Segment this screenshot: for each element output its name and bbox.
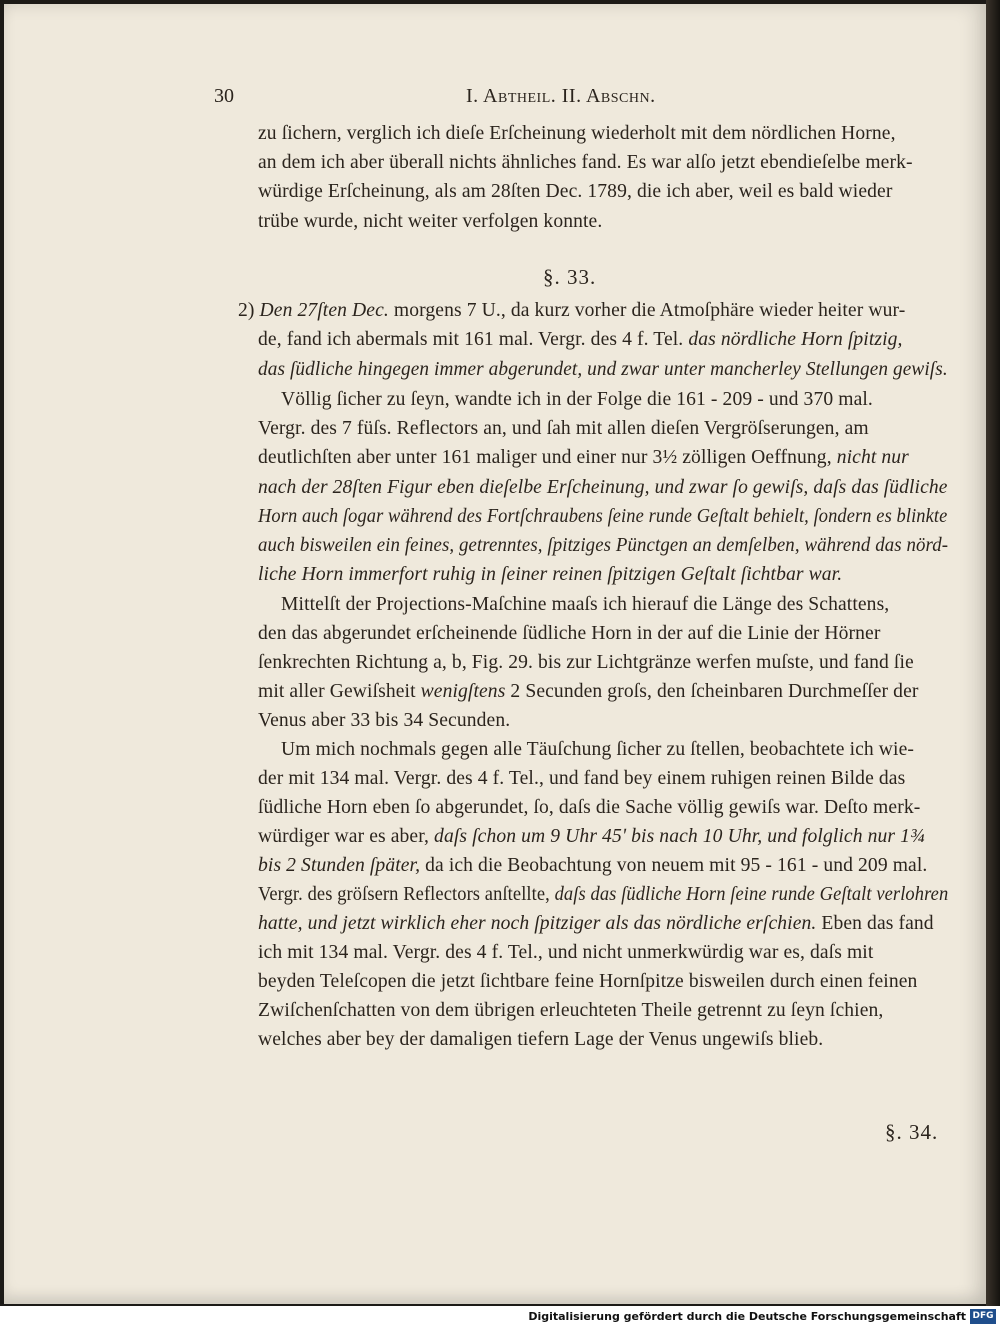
text-line: nach der 28ſten Figur eben dieſelbe Erſcheinung, und zwar ſo gewiſs, daſs das ſüdliche [258,477,948,498]
text-line: den das abgerundet erſcheinende ſüdliche Horn in der auf die Linie der Hörner [258,623,881,644]
text-line: welches aber bey der damaligen tiefern Lage der Venus ungewiſs blieb. [258,1029,824,1050]
text-line: der mit 134 mal. Vergr. des 4 f. Tel., und fand bey einem ruhigen reinen Bilde das [258,768,906,789]
catchword: §. 34. [885,1120,939,1144]
text-span: morgens 7 U., da kurz vorher die Atmoſphäre wieder heiter wur- [388,300,906,321]
italic-text: daſs das ſüdliche Horn ſeine runde Geſtalt verlohren [554,884,949,905]
page-edge-shadow [986,0,1000,1306]
italic-text: hatte, und jetzt wirklich eher noch ſpitziger als das nördliche erſchien. [258,913,817,934]
text-line: Mittelſt der Projections-Maſchine maaſs ich hierauf die Länge des Schattens, [281,594,890,615]
text-line [258,913,934,935]
text-line: würdige Erſcheinung, als am 28ſten Dec. 1789, die ich aber, weil es bald wieder [258,181,893,202]
italic-text: daſs ſchon um 9 Uhr 45ʹ bis nach 10 Uhr, [434,826,763,847]
page-number: 30 [214,85,234,107]
text-line [258,329,903,351]
text-line [258,826,925,848]
text-line: liche Horn immerfort ruhig in ſeiner reinen ſpitzigen Geſtalt ſichtbar war. [258,564,843,585]
italic-text: bis 2 Stunden ſpäter, [258,855,421,876]
text-line: Völlig ſicher zu ſeyn, wandte ich in der Folge die 161 - 209 - und 370 mal. [281,389,873,410]
text-span: mit aller Gewiſsheit [258,681,421,702]
text-line [238,300,905,322]
text-line: Horn auch ſogar während des Fortſchraubens ſeine runde Geſtalt behielt, ſondern es blinkte [258,506,948,527]
italic-text: das nördliche Horn ſpitzig, [688,329,903,350]
text-span: Vergr. des gröſsern Reflectors anſtellte, [258,884,555,905]
text-line: Um mich nochmals gegen alle Täuſchung ſicher zu ſtellen, beobachtete ich wie- [281,739,915,760]
section-heading-33: §. 33. [543,265,597,289]
italic-text: und folglich nur 1¾ [762,826,925,847]
text-line: beyden Teleſcopen die jetzt ſichtbare feine Hornſpitze bisweilen durch einen feinen [258,971,918,992]
text-line [258,447,909,469]
text-line: auch bisweilen ein feines, getrenntes, ſpitziges Pünctgen an demſelben, während das nörd- [258,535,949,556]
text-line: Zwiſchenſchatten von dem übrigen erleuchteten Theile getrennt zu ſeyn ſchien, [258,1000,884,1021]
text-line: zu ſichern, verglich ich dieſe Erſcheinung wiederholt mit dem nördlichen Horne, [258,123,896,144]
text-line: Vergr. des 7 füſs. Reflectors an, und ſah mit allen dieſen Vergröſserungen, am [258,418,869,439]
text-line [258,855,927,877]
text-span: würdiger war es aber, [258,826,435,847]
text-line [258,884,948,906]
text-span: 2 Secunden groſs, den ſcheinbaren Durchmeſſer der [505,681,919,702]
text-span: deutlichſten aber unter 161 maliger und einer nur 3½ zölligen Oeffnung, [258,447,837,468]
text-line: ſüdliche Horn eben ſo abgerundet, ſo, daſs die Sache völlig gewiſs war. Deſto merk- [258,797,921,818]
italic-text: Den 27ſten Dec. [259,300,389,321]
italic-text: wenigſtens [420,681,506,702]
text-line: ich mit 134 mal. Vergr. des 4 f. Tel., und nicht unmerkwürdig war es, daſs mit [258,942,874,963]
footer-credit: Digitalisierung gefördert durch die Deutsche Forschungsgemeinschaft [528,1310,966,1323]
list-number: 2) [238,300,255,321]
text-line [258,681,919,703]
text-span: da ich die Beobachtung von neuem mit 95 - 161 - und 209 mal. [420,855,928,876]
running-title: I. Abtheil. II. Abschn. [466,85,656,107]
digitization-footer [0,1306,1000,1328]
text-line: an dem ich aber überall nichts ähnliches fand. Es war alſo jetzt ebendieſelbe merk- [258,152,913,173]
text-line: Venus aber 33 bis 34 Secunden. [258,710,511,731]
text-span: Eben das fand [816,913,934,934]
text-line: das ſüdliche hingegen immer abgerundet, und zwar unter mancherley Stellungen gewiſs. [258,359,948,380]
text-line: trübe wurde, nicht weiter verfolgen konnte. [258,211,603,232]
italic-text: nicht nur [836,447,909,468]
text-line: ſenkrechten Richtung a, b, Fig. 29. bis zur Lichtgränze werfen muſste, und fand ſie [258,652,914,673]
dfg-logo: DFG [970,1309,996,1324]
text-span: de, fand ich abermals mit 161 mal. Vergr. des 4 f. Tel. [258,329,689,350]
